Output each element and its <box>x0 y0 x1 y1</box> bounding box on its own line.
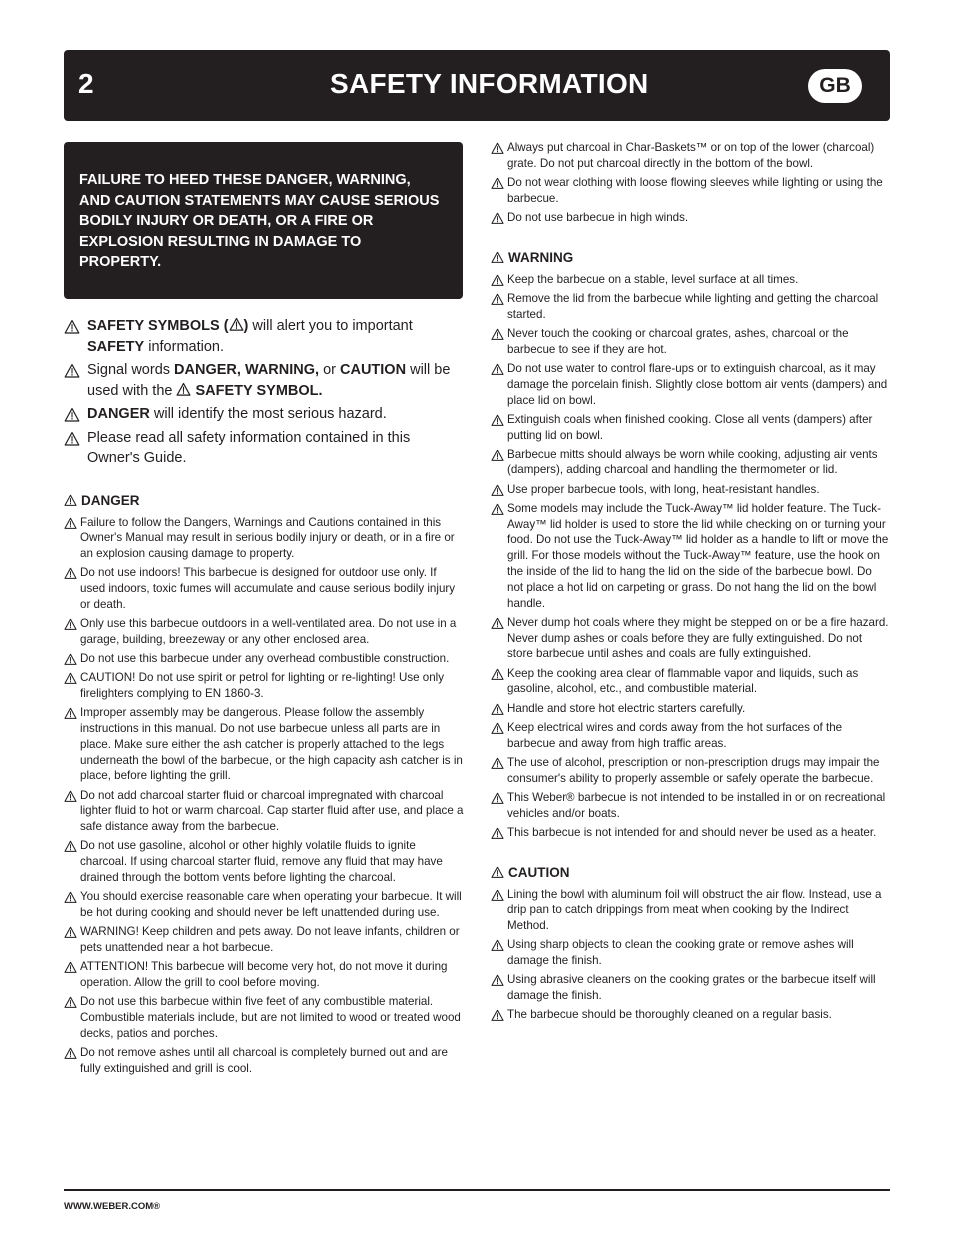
warning-triangle-icon <box>64 840 77 858</box>
danger-continued-list <box>491 140 891 226</box>
symbols-text: will alert you to important <box>248 318 413 334</box>
warning-triangle-icon <box>491 889 504 907</box>
symbols-bold-text: SAFETY <box>87 338 145 355</box>
danger-heading <box>64 493 464 511</box>
list-item-text: Keep the barbecue on a stable, level surface at all times. <box>507 272 799 286</box>
warning-box-text: FAILURE TO HEED THESE DANGER, WARNING, AND CAUTION STATEMENTS MAY CAUSE SERIOUS BODILY INJURY OR DEATH, OR A FIRE OR EXPLOSION RESULTING IN DAMAGE TO PROPERTY. <box>79 172 440 270</box>
page-title: SAFETY INFORMATION <box>330 68 649 99</box>
symbols-bold-text: ) <box>243 318 249 334</box>
warning-triangle-icon <box>491 703 504 721</box>
safety-symbols-intro <box>64 316 464 469</box>
right-column <box>491 140 891 1026</box>
list-item <box>64 1045 464 1077</box>
list-item-text: Some models may include the Tuck-Away™ lid holder feature. The Tuck-Away™ lid holder is used to store the lid while checking on or turning your food. Do not use the Tuck-Away™ lid holder as a handle to lift or move the grill. For those models without the Tuck-Away™ feature, use the hook on the inside of the lid to hang the lid on the side of the barbecue bowl. Do not place a hot lid on carpeting or grass. Do not hang the lid on the bowl handle. <box>507 501 889 610</box>
warning-triangle-icon <box>64 707 77 725</box>
list-item <box>491 720 891 752</box>
list-item-text: Do not add charcoal starter fluid or charcoal impregnated with charcoal lighter fluid to hot or warm charcoal. Cap starter fluid after use, and place a safe distance away from the barbecue. <box>80 788 464 834</box>
list-item-text: Never touch the cooking or charcoal grates, ashes, charcoal or the barbecue to see if they are hot. <box>507 326 849 356</box>
list-item <box>491 1007 891 1023</box>
list-item <box>64 959 464 991</box>
warning-triangle-icon <box>64 363 80 386</box>
warning-triangle-icon <box>491 939 504 957</box>
list-item <box>491 937 891 969</box>
warning-triangle-icon <box>491 414 504 432</box>
list-item <box>64 616 464 648</box>
list-item-text: CAUTION! Do not use spirit or petrol for lighting or re-lighting! Use only firelighters complying to EN 1860-3. <box>80 671 445 701</box>
danger-list <box>64 515 464 1077</box>
warning-triangle-icon <box>64 494 77 511</box>
symbols-row-3 <box>64 404 464 425</box>
warning-triangle-icon <box>491 484 504 502</box>
symbols-text: will be used with the <box>87 362 451 399</box>
warning-triangle-icon <box>491 328 504 346</box>
list-item-text: Do not remove ashes until all charcoal is completely burned out and are fully extinguished and grill is cool. <box>80 1045 448 1075</box>
list-item-text: ATTENTION! This barbecue will become very hot, do not move it during operation. Allow the grill to cool before moving. <box>80 960 448 989</box>
list-item-text: Do not wear clothing with loose flowing sleeves while lighting or using the barbecue. <box>507 175 883 205</box>
danger-heading-text: DANGER <box>81 492 140 508</box>
list-item-text: WARNING! Keep children and pets away. Do not leave infants, children or pets unattended near a hot barbecue. <box>80 925 460 954</box>
list-item-text: Always put charcoal in Char-Baskets™ or on top of the lower (charcoal) grate. Do not put charcoal directly in the bottom of the bowl. <box>507 141 875 170</box>
list-item-text: Keep the cooking area clear of flammable vapor and liquids, such as gasoline, alcohol, etc., and combustible material. <box>507 666 859 696</box>
list-item <box>64 924 464 956</box>
symbols-bold-text: SAFETY SYMBOL. <box>195 382 323 399</box>
list-item-text: Use proper barbecue tools, with long, heat-resistant handles. <box>507 482 820 496</box>
list-item <box>491 272 891 288</box>
warning-triangle-icon <box>491 1009 504 1027</box>
symbols-row-2 <box>64 360 464 401</box>
list-item <box>491 326 891 358</box>
list-item-text: You should exercise reasonable care when operating your barbecue. It will be hot during cooking and should never be left unattended during use. <box>80 890 462 919</box>
page-header <box>64 50 890 121</box>
warning-triangle-icon <box>64 618 77 636</box>
caution-heading <box>491 865 891 883</box>
list-item-text: Do not use water to control flare-ups or to extinguish charcoal, as it may damage the porcelain finish. Slightly close bottom air vents (dampers) and place lid on bowl. <box>507 361 888 407</box>
list-item-text: Extinguish coals when finished cooking. Close all vents (dampers) after putting lid on bowl. <box>507 412 873 442</box>
warning-triangle-icon <box>64 926 77 944</box>
list-item <box>64 788 464 835</box>
warning-triangle-icon <box>491 251 504 268</box>
warning-triangle-icon <box>64 319 80 342</box>
left-column <box>64 142 464 1080</box>
warning-triangle-icon <box>229 318 244 334</box>
list-item <box>491 615 891 662</box>
list-item-text: Remove the lid from the barbecue while lighting and getting the charcoal started. <box>507 291 879 321</box>
warning-section <box>491 250 891 841</box>
warning-triangle-icon <box>64 567 77 585</box>
warning-triangle-icon <box>64 996 77 1014</box>
warning-box <box>64 142 463 299</box>
list-item-text: Using sharp objects to clean the cooking grate or remove ashes will damage the finish. <box>507 938 854 968</box>
list-item-text: Keep electrical wires and cords away from the hot surfaces of the barbecue and away from high traffic areas. <box>507 720 843 750</box>
list-item <box>491 361 891 408</box>
list-item <box>64 838 464 885</box>
warning-triangle-icon <box>491 722 504 740</box>
warning-triangle-icon <box>491 274 504 292</box>
list-item <box>491 701 891 717</box>
list-item <box>64 565 464 612</box>
warning-triangle-icon <box>491 668 504 686</box>
warning-triangle-icon <box>491 617 504 635</box>
symbols-text: information. <box>144 338 224 355</box>
list-item <box>491 291 891 323</box>
language-badge: GB <box>808 69 862 103</box>
list-item <box>64 515 464 562</box>
list-item <box>491 790 891 822</box>
list-item <box>64 651 464 667</box>
warning-triangle-icon <box>491 757 504 775</box>
list-item <box>64 670 464 702</box>
list-item <box>491 825 891 841</box>
symbols-row-4 <box>64 428 464 469</box>
warning-heading <box>491 250 891 268</box>
warning-triangle-icon <box>491 177 504 195</box>
warning-triangle-icon <box>491 293 504 311</box>
symbols-bold-text: SAFETY SYMBOLS ( <box>87 318 229 334</box>
warning-triangle-icon <box>491 866 504 883</box>
list-item <box>491 140 891 172</box>
warning-triangle-icon <box>176 383 191 399</box>
warning-triangle-icon <box>64 672 77 690</box>
danger-section <box>64 493 464 1077</box>
warning-triangle-icon <box>64 653 77 671</box>
list-item <box>491 447 891 479</box>
symbols-text: Signal words <box>87 362 175 378</box>
warning-triangle-icon <box>64 1047 77 1065</box>
list-item <box>64 889 464 921</box>
footer-url: WWW.WEBER.COM® <box>64 1201 161 1212</box>
list-item <box>491 210 891 226</box>
caution-section <box>491 865 891 1024</box>
symbols-text: or <box>319 362 340 378</box>
warning-triangle-icon <box>491 212 504 230</box>
list-item-text: Do not use barbecue in high winds. <box>507 210 689 224</box>
list-item <box>64 705 464 784</box>
list-item-text: Do not use this barbecue under any overhead combustible construction. <box>80 652 450 666</box>
warning-triangle-icon <box>491 827 504 845</box>
list-item-text: This Weber® barbecue is not intended to be installed in or on recreational vehicles and/or boats. <box>507 790 886 820</box>
warning-heading-text: WARNING <box>508 249 574 265</box>
symbols-bold-text: DANGER <box>87 406 150 422</box>
list-item <box>491 482 891 498</box>
list-item-text: Do not use gasoline, alcohol or other highly volatile fluids to ignite charcoal. If using charcoal starter fluid, remove any fluid that may have drained through the bottom vents before lighting the charcoal. <box>80 839 443 884</box>
warning-triangle-icon <box>491 142 504 160</box>
list-item <box>491 412 891 444</box>
list-item-text: The use of alcohol, prescription or non-prescription drugs may impair the consumer's ability to properly assemble or safely operate the barbecue. <box>507 755 880 785</box>
caution-list <box>491 887 891 1024</box>
list-item-text: The barbecue should be thoroughly cleaned on a regular basis. <box>507 1008 832 1022</box>
warning-triangle-icon <box>64 517 77 535</box>
symbols-row-1 <box>64 316 464 357</box>
list-item-text: Only use this barbecue outdoors in a well-ventilated area. Do not use in a garage, building, breezeway or any other enclosed area. <box>80 617 457 646</box>
warning-triangle-icon <box>491 974 504 992</box>
list-item-text: This barbecue is not intended for and should never be used as a heater. <box>507 825 877 839</box>
footer-divider <box>64 1189 890 1191</box>
warning-triangle-icon <box>64 431 80 454</box>
list-item-text: Lining the bowl with aluminum foil will obstruct the air flow. Instead, use a drip pan to catch drippings from meat when cooking by the Indirect Method. <box>507 887 882 933</box>
list-item <box>491 175 891 207</box>
list-item-text: Barbecue mitts should always be worn while cooking, adjusting air vents (dampers), adding charcoal and handling the thermometer or lid. <box>507 447 878 477</box>
symbols-bold-text: DANGER, WARNING, <box>174 362 320 378</box>
page-number: 2 <box>78 68 94 99</box>
warning-triangle-icon <box>64 790 77 808</box>
list-item-text: Do not use this barbecue within five feet of any combustible material. Combustible materials include, but are not limited to wood or treated wood decks, patios and porches. <box>80 995 461 1040</box>
list-item <box>491 972 891 1004</box>
symbols-bold-text: CAUTION <box>340 362 407 378</box>
warning-list <box>491 272 891 841</box>
warning-triangle-icon <box>64 407 80 430</box>
warning-triangle-icon <box>64 891 77 909</box>
list-item-text: Handle and store hot electric starters carefully. <box>507 701 746 715</box>
list-item-text: Using abrasive cleaners on the cooking grates or the barbecue itself will damage the finish. <box>507 973 876 1003</box>
list-item <box>64 994 464 1041</box>
warning-triangle-icon <box>491 503 504 521</box>
list-item <box>491 887 891 934</box>
list-item <box>491 666 891 698</box>
symbols-text: will identify the most serious hazard. <box>149 406 387 422</box>
list-item-text: Never dump hot coals where they might be stepped on or be a fire hazard. Never dump ashes or coals before they are fully extinguished. Do not store barbecue until ashes and coals are fully extinguished. <box>507 615 889 661</box>
list-item-text: Improper assembly may be dangerous. Please follow the assembly instructions in this manual. Do not use barbecue unless all parts are in place. Make sure either the ash catcher is properly attached to the legs underneath the bowl of the barbecue, or the high capacity ash catcher is in place, before lighting the grill. <box>80 706 463 783</box>
list-item <box>491 755 891 787</box>
caution-heading-text: CAUTION <box>508 864 570 880</box>
warning-triangle-icon <box>64 961 77 979</box>
warning-triangle-icon <box>491 792 504 810</box>
warning-triangle-icon <box>491 449 504 467</box>
symbols-text: Please read all safety information contained in this Owner's Guide. <box>87 429 411 466</box>
list-item <box>491 501 891 612</box>
list-item-text: Do not use indoors! This barbecue is designed for outdoor use only. If used indoors, toxic fumes will accumulate and cause serious bodily injury or death. <box>80 566 456 611</box>
warning-triangle-icon <box>491 363 504 381</box>
list-item-text: Failure to follow the Dangers, Warnings and Cautions contained in this Owner's Manual may result in serious bodily injury or death, or in a fire or an explosion causing damage to property. <box>80 515 455 561</box>
